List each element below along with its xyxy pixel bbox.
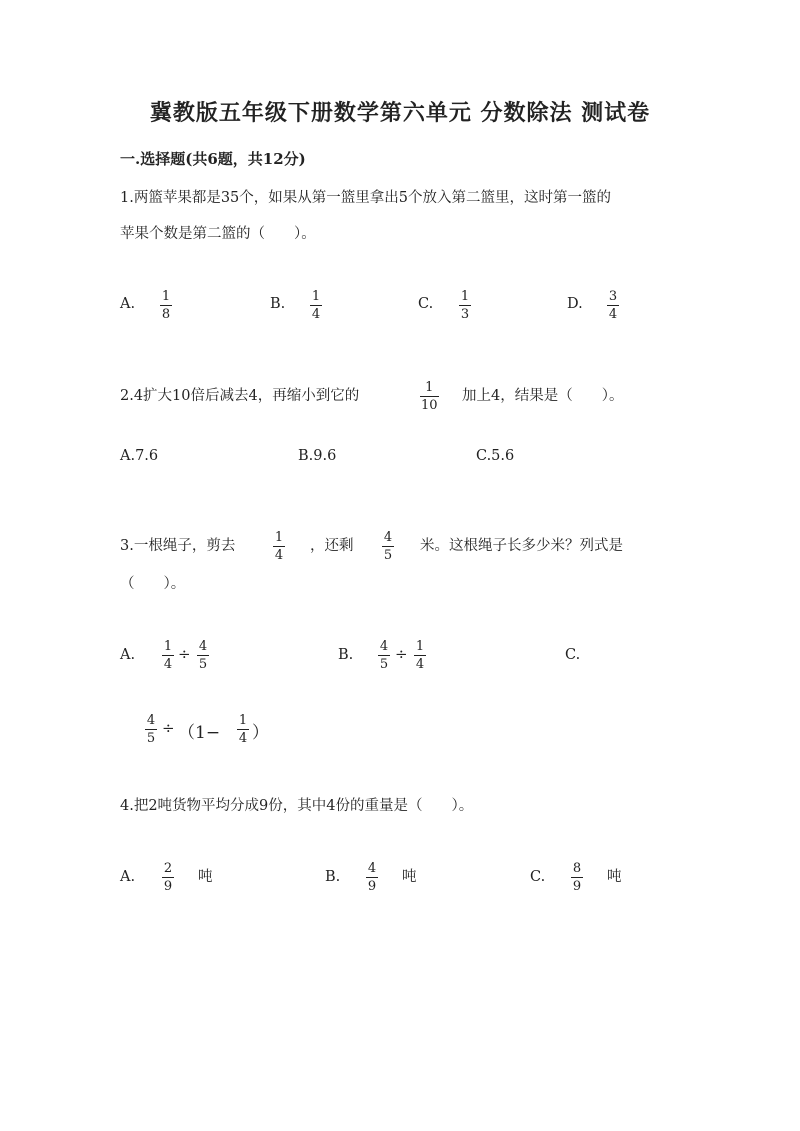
q3-option-c-dividend: 4 5 [146, 713, 156, 746]
q3-fraction-remaining: 4 5 [383, 530, 393, 563]
q3-text-part1: 3.一根绳子，剪去 [120, 538, 236, 554]
q1-option-b-fraction: 1 4 [311, 289, 321, 322]
q1-option-c-label: C. [418, 296, 434, 312]
q1-option-d-label: D. [567, 296, 583, 312]
q1-option-c-fraction: 1 3 [460, 289, 470, 322]
q2-text-part2: 加上4，结果是（ ）。 [462, 388, 624, 404]
q3-option-c-label: C. [565, 647, 581, 663]
q4-text: 4.把2吨货物平均分成9份，其中4份的重量是（ ）。 [120, 798, 474, 814]
q3-option-a-divisor: 4 5 [198, 639, 208, 672]
q3-option-a-label: A. [120, 647, 136, 663]
q1-option-a-label: A. [120, 296, 136, 312]
q1-option-d-fraction: 3 4 [608, 289, 618, 322]
q1-option-a-fraction: 1 8 [161, 289, 171, 322]
q4-option-c-label: C. [530, 869, 546, 885]
q3-option-b-divisor: 1 4 [415, 639, 425, 672]
q4-option-b-fraction: 4 9 [367, 861, 377, 894]
q3-option-b-dividend: 4 5 [379, 639, 389, 672]
q3-text-part3: 米。这根绳子长多少米？列式是 [420, 538, 623, 554]
q2-text-part1: 2.4扩大10倍后减去4，再缩小到它的 [120, 388, 360, 404]
q1-text-line1: 1.两篮苹果都是35个，如果从第一篮里拿出5个放入第二篮里，这时第一篮的 [120, 190, 612, 206]
q4-option-b-unit: 吨 [402, 869, 417, 885]
q4-option-a-label: A. [120, 869, 136, 885]
q4-option-b-label: B. [325, 869, 341, 885]
q3-text-line2: （ ）。 [120, 576, 186, 592]
q2-option-c: C.5.6 [476, 448, 515, 464]
q4-option-c-fraction: 8 9 [572, 861, 582, 894]
section-heading: 一.选择题(共6题，共12分) [120, 150, 306, 168]
q2-option-a: A.7.6 [120, 448, 159, 464]
q3-text-part2: ，还剩 [310, 538, 354, 554]
q3-option-a-dividend: 1 4 [163, 639, 173, 672]
q4-option-c-unit: 吨 [607, 869, 622, 885]
page-title: 冀教版五年级下册数学第六单元 分数除法 测试卷 [149, 100, 651, 126]
q1-text-line2: 苹果个数是第二篮的（ ）。 [120, 226, 316, 242]
q1-option-b-label: B. [270, 296, 286, 312]
q3-option-c-divide-sign: ÷ [162, 719, 175, 737]
q3-option-c-paren-open: （1− [178, 723, 221, 743]
q4-option-a-fraction: 2 9 [163, 861, 173, 894]
q3-option-c-paren-close: ） [252, 723, 269, 743]
q3-option-b-label: B. [338, 647, 354, 663]
q3-option-c-subtrahend: 1 4 [238, 713, 248, 746]
q3-fraction-cut: 1 4 [274, 530, 284, 563]
q3-option-a-divide-sign: ÷ [178, 645, 191, 663]
q4-option-a-unit: 吨 [198, 869, 213, 885]
q2-fraction: 1 10 [421, 380, 438, 413]
q3-option-b-divide-sign: ÷ [395, 645, 408, 663]
q2-option-b: B.9.6 [298, 448, 337, 464]
